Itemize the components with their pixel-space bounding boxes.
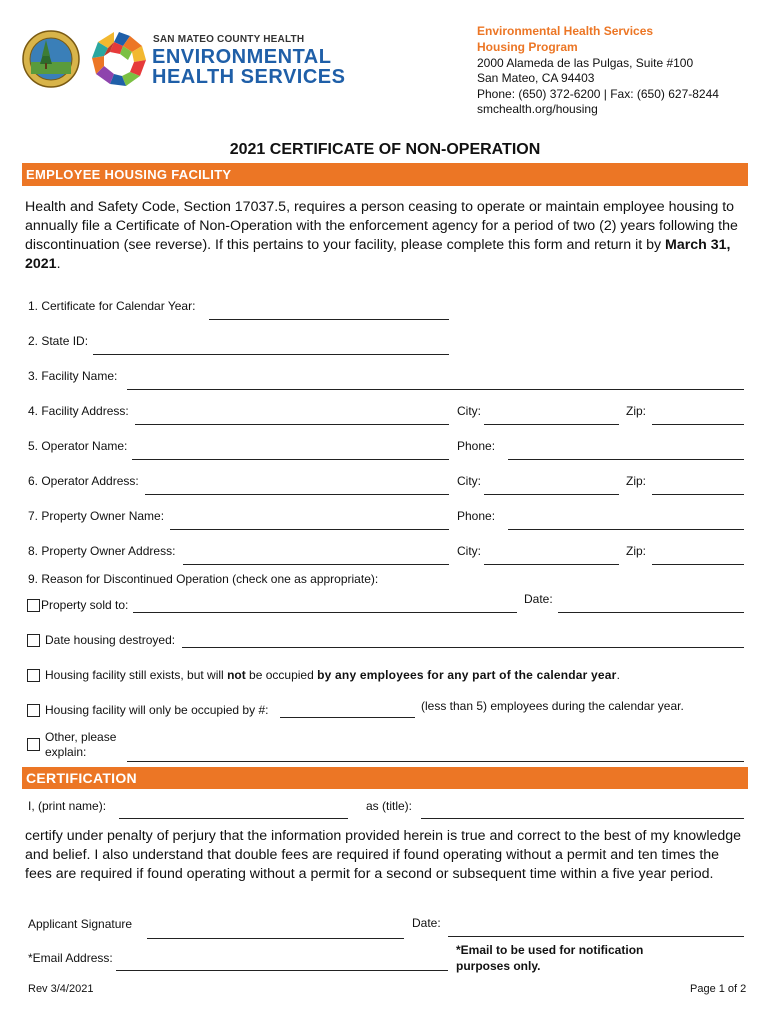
city-address: San Mateo, CA 94403 <box>477 71 595 85</box>
field-facility-name-input[interactable] <box>127 389 744 390</box>
dept-name: Environmental Health Services <box>477 24 654 38</box>
field-facility-zip-input[interactable] <box>652 424 744 425</box>
not-occupied-label <box>45 668 620 682</box>
field-facility-zip-label: Zip: <box>626 404 647 418</box>
page-title: 2021 CERTIFICATE OF NON-OPERATION <box>229 141 541 158</box>
field-operator-zip-label: Zip: <box>626 474 647 488</box>
field-owner-city-input[interactable] <box>484 564 619 565</box>
field-operator-city-input[interactable] <box>484 494 619 495</box>
checkbox-limited-occupancy[interactable] <box>27 704 40 717</box>
checkbox-not-occupied[interactable] <box>27 669 40 682</box>
not-occupied-end: . <box>616 668 620 682</box>
property-sold-date-input[interactable] <box>558 612 744 613</box>
not-occupied-emphasis: by any employees for any part of the calendar year <box>317 668 617 682</box>
page-number: Page 1 of 2 <box>690 983 747 995</box>
phone-fax: Phone: (650) 372-6200 | Fax: (650) 627-8244 <box>477 87 719 101</box>
email-note-line2: purposes only. <box>456 959 541 973</box>
certification-statement: certify under penalty of perjury that the information provided herein is true and correct to the best of my knowledge and belief. I also understand that double fees are required if found operating without a permit and ten times the fees are required if found operating without a permit for a second or subsequent time within a five year period. <box>25 828 742 882</box>
field-owner-name-label: 7. Property Owner Name: <box>28 509 165 523</box>
field-facility-name-label: 3. Facility Name: <box>28 369 118 383</box>
field-facility-city-label: City: <box>457 404 481 418</box>
intro-paragraph <box>25 198 745 274</box>
limited-occupancy-label: Housing facility will only be occupied by #: <box>45 703 269 717</box>
field-reason-label: 9. Reason for Discontinued Operation (check one as appropriate): <box>28 572 379 586</box>
section-bar-employee-housing <box>22 163 748 186</box>
property-sold-date-label: Date: <box>524 592 553 606</box>
intro-end: . <box>56 256 61 272</box>
field-owner-zip-input[interactable] <box>652 564 744 565</box>
field-owner-phone-input[interactable] <box>508 529 744 530</box>
email-label: *Email Address: <box>28 951 113 965</box>
field-operator-zip-input[interactable] <box>652 494 744 495</box>
field-owner-phone-label: Phone: <box>457 509 496 523</box>
checkbox-property-sold[interactable] <box>27 599 40 612</box>
property-sold-label: Property sold to: <box>41 598 129 612</box>
field-facility-address-input[interactable] <box>135 424 449 425</box>
intro-text: Health and Safety Code, Section 17037.5, requires a person ceasing to operate or maintain employee housing to annually file a Certificate of Non-Operation with the enforcement agency for a period of two (2) years following the discontinuation (see reverse). If this pertains to your facility, please complete this form and return it by <box>25 199 738 253</box>
property-sold-input[interactable] <box>133 612 517 613</box>
field-owner-address-label: 8. Property Owner Address: <box>28 544 176 558</box>
org-name-line2: HEALTH SERVICES <box>152 66 346 88</box>
email-note-line1: *Email to be used for notification <box>456 943 644 957</box>
county-seal-logo <box>22 30 80 88</box>
checkbox-other[interactable] <box>27 738 40 751</box>
not-occupied-text-2: be occupied <box>245 668 318 682</box>
cert-title-input[interactable] <box>421 818 744 819</box>
other-label-line1: Other, please <box>45 730 117 744</box>
ehs-mosaic-logo <box>90 30 148 88</box>
field-calendar-year-input[interactable] <box>209 319 449 320</box>
housing-destroyed-date-input[interactable] <box>182 647 744 648</box>
field-operator-address-input[interactable] <box>145 494 449 495</box>
field-owner-zip-label: Zip: <box>626 544 647 558</box>
limited-occupancy-note: (less than 5) employees during the calendar year. <box>421 699 684 713</box>
field-operator-name-label: 5. Operator Name: <box>28 439 128 453</box>
revision-date: Rev 3/4/2021 <box>28 983 94 995</box>
field-owner-address-input[interactable] <box>183 564 449 565</box>
field-state-id-input[interactable] <box>93 354 449 355</box>
signature-date-label: Date: <box>412 916 441 930</box>
field-operator-address-label: 6. Operator Address: <box>28 474 139 488</box>
email-input[interactable] <box>116 970 448 971</box>
print-name-input[interactable] <box>119 818 348 819</box>
field-operator-phone-label: Phone: <box>457 439 496 453</box>
field-owner-name-input[interactable] <box>170 529 449 530</box>
field-owner-city-label: City: <box>457 544 481 558</box>
field-facility-city-input[interactable] <box>484 424 619 425</box>
other-explain-input[interactable] <box>127 761 744 762</box>
not-occupied-not: not <box>227 668 246 682</box>
print-name-label: I, (print name): <box>28 799 107 813</box>
cert-title-label: as (title): <box>366 799 413 813</box>
limited-occupancy-count-input[interactable] <box>280 717 415 718</box>
field-operator-city-label: City: <box>457 474 481 488</box>
org-name-line1: ENVIRONMENTAL <box>152 46 332 68</box>
signature-label: Applicant Signature <box>28 917 133 931</box>
field-operator-name-input[interactable] <box>132 459 449 460</box>
checkbox-housing-destroyed[interactable] <box>27 634 40 647</box>
street-address: 2000 Alameda de las Pulgas, Suite #100 <box>477 56 694 70</box>
housing-destroyed-label: Date housing destroyed: <box>45 633 176 647</box>
field-state-id-label: 2. State ID: <box>28 334 89 348</box>
other-label-line2: explain: <box>45 745 87 759</box>
section-title: EMPLOYEE HOUSING FACILITY <box>26 167 232 182</box>
field-calendar-year-label: 1. Certificate for Calendar Year: <box>28 299 196 313</box>
field-facility-address-label: 4. Facility Address: <box>28 404 129 418</box>
signature-date-input[interactable] <box>448 936 744 937</box>
section-title: CERTIFICATION <box>26 770 137 786</box>
not-occupied-text-1: Housing facility still exists, but will <box>45 668 228 682</box>
signature-input[interactable] <box>147 938 404 939</box>
program-name: Housing Program <box>477 40 578 54</box>
deadline: March 31, 2021 <box>25 237 731 272</box>
org-name-small: SAN MATEO COUNTY HEALTH <box>153 34 305 45</box>
field-operator-phone-input[interactable] <box>508 459 744 460</box>
section-bar-certification <box>22 767 748 789</box>
website: smchealth.org/housing <box>477 102 598 116</box>
